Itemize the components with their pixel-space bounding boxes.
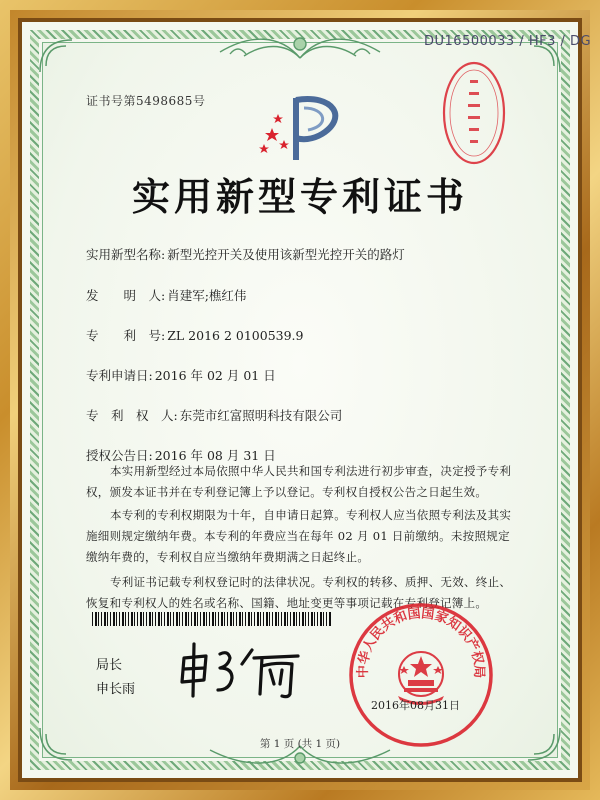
top-ornament-icon xyxy=(200,30,400,64)
page-number: 第 1 页 (共 1 页) xyxy=(259,738,341,750)
field-value: ZL 2016 2 0100539.9 xyxy=(167,328,304,343)
field-patent-number xyxy=(86,326,304,344)
field-value: 2016 年 08 月 31 日 xyxy=(154,448,276,463)
field-application-date xyxy=(86,366,276,384)
field-value: 肖建军;樵红伟 xyxy=(167,288,247,303)
field-value: 新型光控开关及使用该新型光控开关的路灯 xyxy=(167,247,405,262)
handwritten-note: DU16500033 / HF3 / DG xyxy=(424,34,592,49)
state-ip-office-seal-icon xyxy=(346,600,496,750)
paragraph-grant-statement: 本实用新型经过本局依照中华人民共和国专利法进行初步审查，决定授予专利权，颁发本证书并在专利登记簿上予以登记。专利权自授权公告之日起生效。 xyxy=(86,464,512,499)
agency-stamp-icon xyxy=(440,58,508,168)
field-label: 专 利 权 人: xyxy=(86,408,178,423)
certificate-title: 实用新型专利证书 xyxy=(131,174,468,219)
seal-text: 中华人民共和国国家知识产权局 xyxy=(355,606,487,679)
field-patentee xyxy=(86,406,342,424)
patent-office-logo-icon xyxy=(256,88,352,166)
field-label: 实用新型名称: xyxy=(86,247,166,262)
director-signature-icon xyxy=(176,640,306,700)
corner-ornament-icon xyxy=(36,36,76,76)
field-label: 授权公告日: xyxy=(86,448,153,463)
field-label: 专 利 号: xyxy=(86,328,166,343)
field-value: 2016 年 02 月 01 日 xyxy=(154,368,276,383)
field-inventor xyxy=(86,286,246,304)
director-name: 申长雨 xyxy=(96,682,136,697)
director-title: 局长 xyxy=(96,658,123,673)
field-label: 发 明 人: xyxy=(86,288,166,303)
certificate-number: 证书号第5498685号 xyxy=(86,94,206,108)
barcode xyxy=(92,612,332,626)
paragraph-legal-status: 专利证书记载专利权登记时的法律状况。专利权的转移、质押、无效、终止、恢复和专利权人的姓名或名称、国籍、地址变更等事项记载在专利登记簿上。 xyxy=(86,575,512,610)
seal-date: 2016年08月31日 xyxy=(371,699,460,712)
paragraph-term-and-fees: 本专利的专利权期限为十年，自申请日起算。专利权人应当依照专利法及其实施细则规定缴纳年费。本专利的年费应当在每年 02 月 01 日前缴纳。未按照规定缴纳年费的，专利权自应当缴纳年费期满之日起终止。 xyxy=(86,508,512,564)
field-value: 东莞市红富照明科技有限公司 xyxy=(179,408,343,423)
field-label: 专利申请日: xyxy=(86,368,153,383)
field-utility-model-name xyxy=(86,245,405,263)
